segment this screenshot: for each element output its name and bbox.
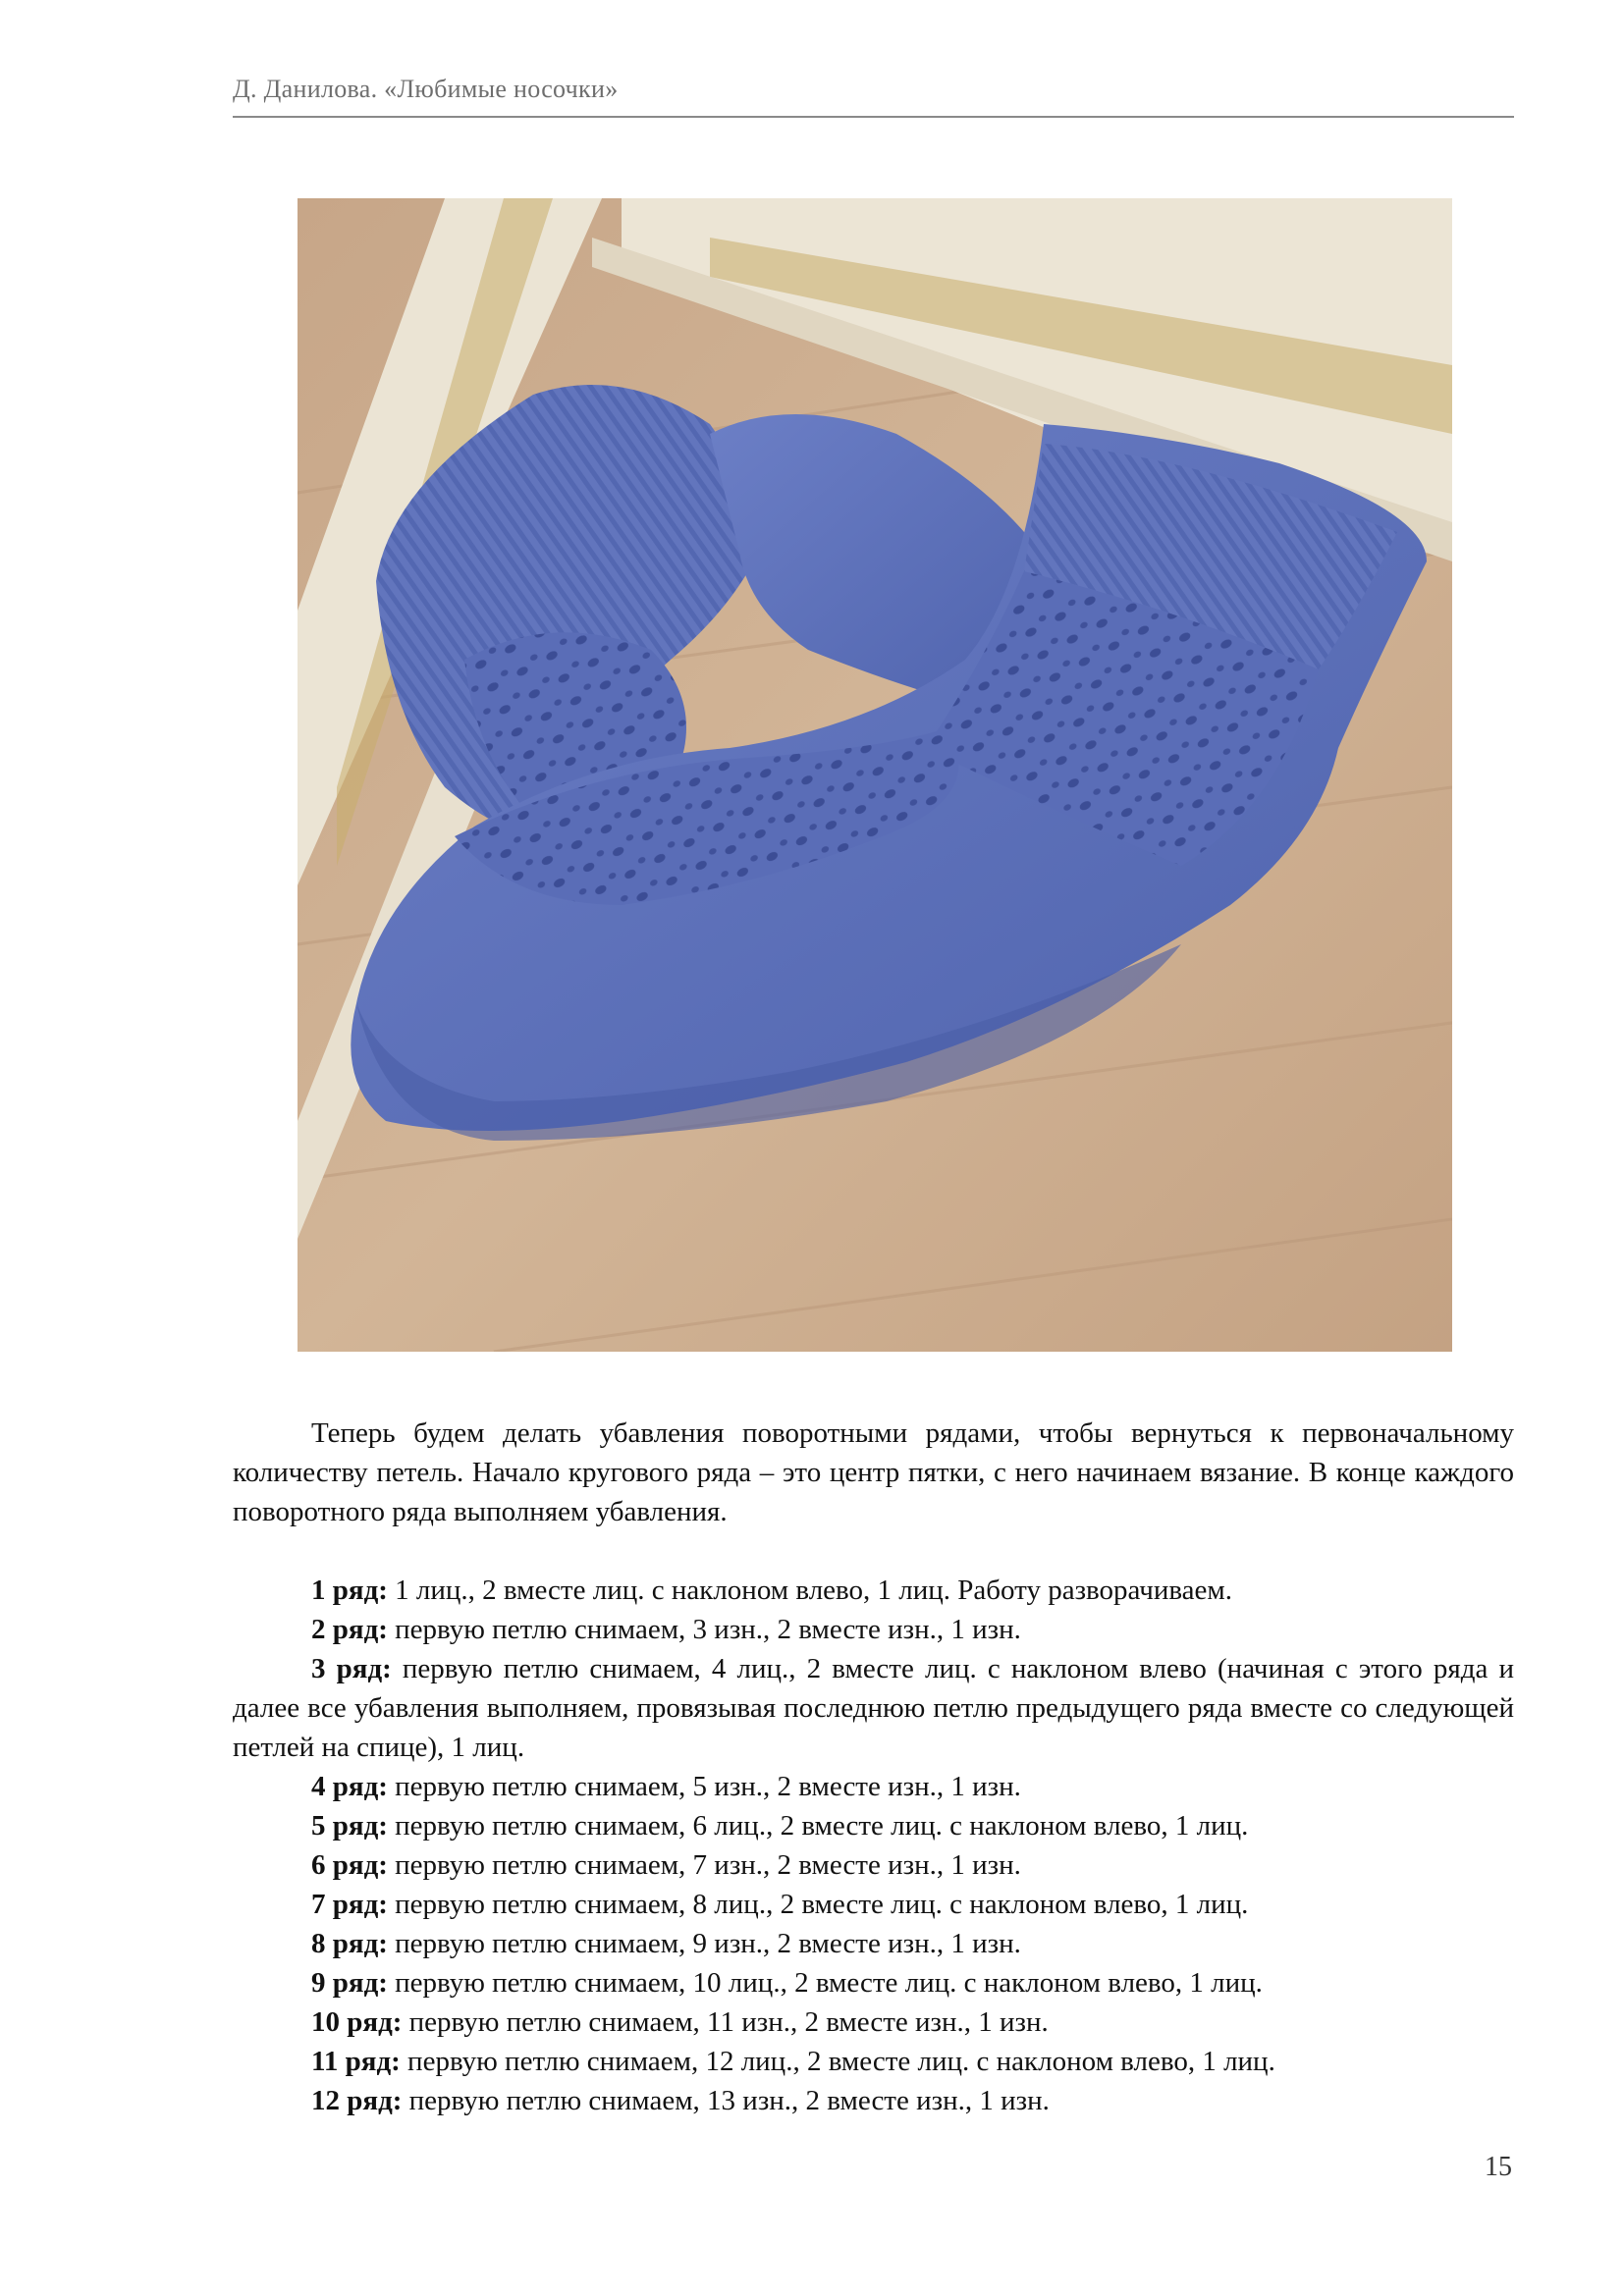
row-label: 6 ряд:: [311, 1849, 388, 1881]
row-label: 11 ряд:: [311, 2046, 401, 2077]
pattern-text: [233, 1414, 1514, 2120]
row-instructions: [233, 1571, 1514, 2120]
row-text: первую петлю снимаем, 11 изн., 2 вместе изн., 1 изн.: [402, 2006, 1049, 2038]
row-label: 8 ряд:: [311, 1928, 388, 1959]
row-instruction: [233, 2042, 1514, 2081]
header-divider: [233, 116, 1514, 118]
row-instruction: [233, 1806, 1514, 1845]
row-text: первую петлю снимаем, 12 лиц., 2 вместе лиц. с наклоном влево, 1 лиц.: [400, 2046, 1275, 2077]
row-label: 9 ряд:: [311, 1967, 388, 1999]
row-text: первую петлю снимаем, 6 лиц., 2 вместе лиц. с наклоном влево, 1 лиц.: [387, 1810, 1249, 1842]
intro-paragraph: Теперь будем делать убавления поворотными рядами, чтобы вернуться к первоначальному количеству петель. Начало кругового ряда – это центр пятки, с него начинаем вязание. В конце каждого поворотного ряда выполняем убавления.: [233, 1417, 1514, 1527]
row-instruction: [233, 1767, 1514, 1806]
knitted-socks-photo: [298, 198, 1452, 1352]
row-instruction: [233, 1963, 1514, 2002]
row-text: первую петлю снимаем, 7 изн., 2 вместе изн., 1 изн.: [387, 1849, 1021, 1881]
row-instruction: [233, 1571, 1514, 1610]
row-text: первую петлю снимаем, 9 изн., 2 вместе изн., 1 изн.: [387, 1928, 1021, 1959]
row-label: 4 ряд:: [311, 1771, 388, 1802]
row-instruction: [233, 2002, 1514, 2042]
row-label: 5 ряд:: [311, 1810, 388, 1842]
page-number: 15: [1485, 2152, 1512, 2182]
row-text: первую петлю снимаем, 3 изн., 2 вместе изн., 1 изн.: [387, 1614, 1021, 1645]
row-instruction: [233, 1845, 1514, 1885]
row-label: 7 ряд:: [311, 1889, 388, 1920]
row-instruction: [233, 1610, 1514, 1649]
row-text: первую петлю снимаем, 5 изн., 2 вместе изн., 1 изн.: [387, 1771, 1021, 1802]
row-text: первую петлю снимаем, 13 изн., 2 вместе изн., 1 изн.: [402, 2085, 1050, 2116]
row-instruction: [233, 2081, 1514, 2120]
row-instruction: [233, 1649, 1514, 1767]
row-label: 1 ряд:: [311, 1575, 388, 1606]
row-label: 10 ряд:: [311, 2006, 403, 2038]
row-text: первую петлю снимаем, 4 лиц., 2 вместе лиц. с наклоном влево (начиная с этого ряда и далее все убавления выполняем, провязывая последнюю петлю предыдущего ряда вместе со следующей петлей на спице), 1 лиц.: [233, 1653, 1514, 1763]
row-instruction: [233, 1924, 1514, 1963]
row-label: 12 ряд:: [311, 2085, 403, 2116]
row-instruction: [233, 1885, 1514, 1924]
row-text: 1 лиц., 2 вместе лиц. с наклоном влево, 1 лиц. Работу разворачиваем.: [387, 1575, 1232, 1606]
row-label: 3 ряд:: [311, 1653, 392, 1684]
row-text: первую петлю снимаем, 10 лиц., 2 вместе лиц. с наклоном влево, 1 лиц.: [387, 1967, 1263, 1999]
row-label: 2 ряд:: [311, 1614, 388, 1645]
running-title: Д. Данилова. «Любимые носочки»: [233, 75, 619, 103]
row-text: первую петлю снимаем, 8 лиц., 2 вместе лиц. с наклоном влево, 1 лиц.: [387, 1889, 1249, 1920]
